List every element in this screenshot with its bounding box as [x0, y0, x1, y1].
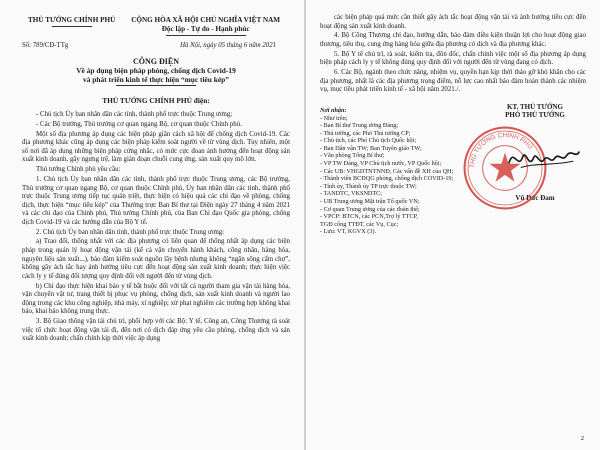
document-meta	[22, 42, 290, 49]
motto-underline	[166, 35, 246, 36]
recipient-item: - Ban Dân vận TW; Ban Tuyên giáo TW;	[320, 144, 422, 152]
paragraph: b) Chỉ đạo thực hiện khai báo y tế bắt buộc đối với tất cả người tham gia vận tải hàng hóa, vận chuyển vật tư, trang thiết bị phục vụ phòng, chống dịch, sản xuất kinh doanh và người lao động trong các khu công nghiệp, nhà máy, xí nghiệp; xử phạt nghiêm các trường hợp không khai báo, khai báo không trung thực.	[22, 282, 290, 316]
document-type: CÔNG ĐIỆN	[132, 57, 179, 66]
recipient-item: - Cơ quan Trung ương của các đoàn thể;	[320, 205, 420, 213]
nation-name: CỘNG HÒA XÃ HỘI CHỦ NGHĨA VIỆT NAM	[131, 16, 281, 24]
page-number: 2	[580, 435, 584, 442]
page-1-body	[22, 111, 290, 344]
recipient-item: - Như trên;	[320, 114, 348, 122]
paragraph: - Chủ tịch Ủy ban nhân dân các tỉnh, thành phố trực thuộc Trung ương;	[36, 111, 233, 118]
signer-position-2: PHÓ THỦ TƯỚNG	[505, 111, 565, 120]
recipient-item: - VP TW Đảng, VP Chủ tịch nước, VP Quốc hội;	[320, 160, 442, 168]
paragraph: Thủ tướng Chính phủ yêu cầu:	[36, 166, 121, 174]
place-date: Hà Nội, ngày 05 tháng 6 năm 2021	[180, 42, 276, 49]
recipient-item: - Thành viên BCĐQG phòng, chống dịch COVID-19;	[320, 175, 454, 183]
sender-line: THỦ TƯỚNG CHÍNH PHỦ điện:	[102, 96, 210, 105]
national-motto: Độc lập - Tự do - Hạnh phúc	[161, 25, 250, 33]
recipient-item: - Ban Bí thư Trung ương Đảng;	[320, 122, 399, 130]
paragraph: a) Trao đổi, thống nhất với các địa phương có liên quan để thống nhất áp dụng các biện pháp trong quản lý hoạt động vận tải (kể cả vận chuyển hành khách, công nhân, hàng hóa, nguyên liệu sản xuất...), bảo đảm kiểm soát nguồn lây bệnh nhưng không “ngăn sông cấm chợ”, không gây ách tắc hay ảnh hưởng tiêu cực đến hoạt động sản xuất kinh doanh; thực hiện việc cách ly y tế đúng đối tượng quy định đối với người đến từ vùng dịch.	[22, 238, 290, 280]
paragraph: các biện pháp quá mức cần thiết gây ách tắc hoạt động vận tải và ảnh hưởng tiêu cực đến hoạt động sản xuất kinh doanh.	[320, 14, 586, 30]
agency-underline	[52, 26, 92, 27]
svg-text:THỦ TƯỚNG CHÍNH PHỦ: THỦ TƯỚNG CHÍNH PHỦ	[468, 131, 534, 169]
document-header	[22, 16, 290, 36]
paragraph: 3. Bộ Giao thông vận tải chủ trì, phối hợp với các Bộ: Y tế, Công an, Công Thương rà soát việc tổ chức hoạt động vận tải đi, đến nơi có dịch đáp ứng yêu cầu phòng, chống dịch và sản xuất kinh doanh; chấn chỉnh kịp thời việc áp dụng	[22, 318, 290, 343]
recipient-item: - Văn phòng Tổng Bí thư;	[320, 152, 385, 160]
issuing-agency	[22, 16, 121, 36]
national-header	[121, 16, 290, 36]
recipient-list	[320, 107, 460, 236]
document-number: Số: 789/CĐ-TTg	[22, 42, 69, 49]
recipient-item: - Lưu: VT, KGVX (3).	[320, 228, 377, 236]
recipient-item: - Tỉnh ủy, Thành ủy TP trực thuộc TW;	[320, 182, 417, 190]
signer-name: Vũ Đức Đam	[515, 193, 555, 202]
paragraph: Một số địa phương áp dụng các biện pháp giãn cách xã hội để chống dịch Covid-19. Các địa phương khác cũng áp dụng các biện pháp kiểm soát người về từ vùng dịch. Tuy nhiên, một số nơi đã áp dụng những biện pháp cứng nhắc, có mức cực đoan ảnh hưởng đến hoạt động sản xuất kinh doanh, gây ngưng trệ, làm gián đoạn chuỗi cung ứng, sản xuất quy mô lớn.	[22, 130, 290, 164]
signer-position-1: KT. THỦ TƯỚNG	[507, 102, 563, 111]
paragraph: 4. Bộ Công Thương chỉ đạo, hướng dẫn, bảo đảm điều kiện thuận lợi cho hoạt động giao thương, tiêu thụ, cung ứng hàng hóa giữa địa phương có dịch và địa phương khác.	[320, 32, 586, 48]
recipient-item: - Chủ tịch, các Phó Chủ tịch Quốc hội;	[320, 137, 417, 145]
paragraph: 1. Chủ tịch Ủy ban nhân dân các tỉnh, thành phố trực thuộc Trung ương, các Bộ trưởng, Thủ trưởng cơ quan ngang Bộ, cơ quan thuộc Chính phủ, Ủy ban nhân dân các tỉnh, thành phố trực thuộc Trung ương tiếp tục quán triệt, thực hiện có hiệu quả các chỉ đạo về phòng, chống dịch, thực hiện “mục tiêu kép” của Thường trực Ban Bí thư tại Điện ngày 27 tháng 4 năm 2021 và các chỉ đạo của Chính phủ, Thủ tướng Chính phủ, của Ban Chỉ đạo Quốc gia phòng, chống dịch Covid-19 và các hướng dẫn của Bộ Y tế.	[22, 175, 290, 226]
title-line-1: Về áp dụng biện pháp phòng, chống dịch Covid-19	[76, 66, 236, 75]
page-2-body	[320, 14, 586, 95]
recipient-item: TGĐ cổng TTĐT, các Vụ, Cục;	[320, 220, 399, 228]
paragraph: - Các Bộ trưởng, Thủ trưởng cơ quan ngang Bộ, cơ quan thuộc Chính phủ.	[36, 120, 242, 128]
paragraph: 5. Bộ Y tế chủ trì, rà soát, kiểm tra, đôn đốc, chấn chỉnh việc một số địa phương áp dụng biện pháp cách ly y tế không đúng quy định đối với người đến từ vùng đang có dịch.	[320, 50, 586, 67]
title-line-2: và phát triển kinh tế thực hiện “mục tiêu kép”	[83, 75, 229, 84]
document-title	[22, 57, 290, 86]
recipient-label: Nơi nhận:	[320, 106, 347, 114]
agency-name: THỦ TƯỚNG CHÍNH PHỦ	[28, 16, 116, 24]
recipient-item: - VPCP: BTCN, các PCN,Trợ lý TTCP,	[320, 213, 418, 221]
recipient-item: - TANDTC, VKSNDTC;	[320, 190, 383, 198]
paragraph: 6. Các Bộ, ngành theo chức năng, nhiệm vụ, quyền hạn kịp thời tháo gỡ khó khăn cho các địa phương, nhất là các địa phương trọng điểm, nỗ lực cao nhất bảo đảm hoàn thành các nhiệm vụ, mục tiêu phát triển kinh tế - xã hội năm 2021./.	[320, 69, 586, 94]
paragraph: 2. Chủ tịch Ủy ban nhân dân tỉnh, thành phố trực thuộc Trung ương:	[36, 228, 225, 236]
recipient-item: - Các UB: VHGDTNTNNĐ, Các vấn đề XH của QH;	[320, 167, 454, 175]
recipient-item: - Thủ tướng, các Phó Thủ tướng CP;	[320, 129, 411, 137]
signature-area	[320, 103, 586, 263]
handwritten-signature	[506, 139, 582, 179]
recipient-item: - UB Trung ương Mặt trận Tổ quốc VN;	[320, 198, 420, 206]
title-underline	[116, 85, 196, 86]
document-page-2	[306, 0, 600, 450]
